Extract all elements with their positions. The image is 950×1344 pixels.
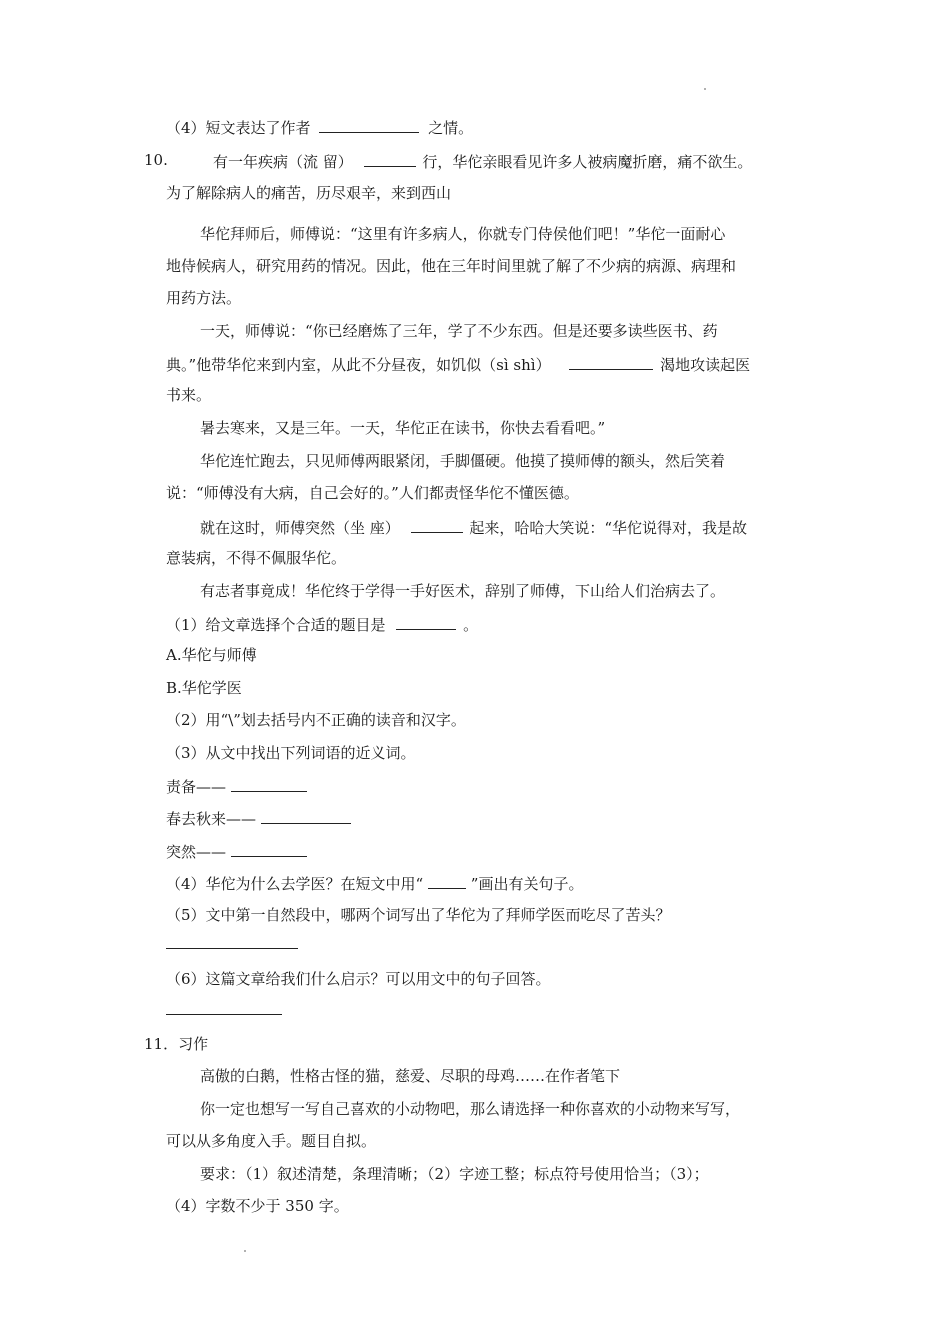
underline-sample bbox=[428, 872, 466, 889]
q10-sub4-text: （4）华佗为什么去学医？在短文中用“ bbox=[166, 875, 424, 893]
answer-line[interactable] bbox=[166, 1014, 282, 1015]
answer-blank[interactable] bbox=[364, 150, 416, 167]
q10-sub4 bbox=[166, 872, 583, 894]
q10-sub4-tail: ”画出有关句子。 bbox=[470, 875, 584, 893]
q10-sub5: （5）文中第一自然段中，哪两个词写出了华佗为了拜师学医而吃尽了苦头？ bbox=[166, 906, 671, 924]
q10-sub1-text: （1）给文章选择个合适的题目是 bbox=[166, 616, 386, 634]
q11-number: 11．习作 bbox=[144, 1035, 209, 1053]
q10-line-14: 有志者事竟成！华佗终于学得一手好医术，辞别了师傅，下山给人们治病去了。 bbox=[200, 582, 726, 600]
q10-line-9: 暑去寒来，又是三年。一天，华佗正在读书，你快去看看吧。” bbox=[200, 419, 606, 437]
answer-blank[interactable] bbox=[261, 807, 351, 824]
q10-line-5: 用药方法。 bbox=[166, 289, 242, 307]
q10-line-1-b: 行，华佗亲眼看见许多人被病魔折磨，痛不欲生。 bbox=[422, 153, 753, 171]
top-dot bbox=[704, 88, 706, 90]
q10-line-10: 华佗连忙跑去，只见师傅两眼紧闭，手脚僵硬。他摸了摸师傅的额头，然后笑着 bbox=[200, 452, 726, 470]
q10-line-7-b: 渴地攻读起医 bbox=[660, 356, 751, 374]
q10-line-7-a: 典。”他带华佗来到内室，从此不分昼夜，如饥似（sì shì） bbox=[166, 356, 551, 374]
q11-line-3: 可以从多角度入手。题目自拟。 bbox=[166, 1132, 377, 1150]
synonym-word-1: 责备—— bbox=[166, 778, 227, 796]
q10-line-13: 意装病，不得不佩服华佗。 bbox=[166, 549, 347, 567]
q11-line-2: 你一定也想写一写自己喜欢的小动物吧，那么请选择一种你喜欢的小动物来写写， bbox=[200, 1100, 741, 1118]
q10-sub6: （6）这篇文章给我们什么启示？可以用文中的句子回答。 bbox=[166, 970, 551, 988]
option-b[interactable]: B.华佗学医 bbox=[166, 679, 242, 697]
q10-line-1 bbox=[213, 150, 752, 172]
q11-requirements: 要求：（1）叙述清楚，条理清晰；（2）字迹工整；标点符号使用恰当；（3）； bbox=[200, 1165, 709, 1183]
q10-line-12-a: 就在这时，师傅突然（坐 座） bbox=[200, 519, 400, 537]
synonym-word-3: 突然—— bbox=[166, 843, 227, 861]
answer-blank[interactable] bbox=[411, 516, 463, 533]
q10-sub2: （2）用“\”划去括号内不正确的读音和汉字。 bbox=[166, 711, 466, 729]
q10-line-1-a: 有一年疾病（流 留） bbox=[213, 153, 353, 171]
answer-blank[interactable] bbox=[396, 613, 456, 630]
q10-sub1 bbox=[166, 613, 478, 635]
q10-line-6: 一天，师傅说：“你已经磨炼了三年，学了不少东西。但是还要多读些医书、药 bbox=[200, 322, 718, 340]
bottom-dot bbox=[244, 1250, 246, 1252]
synonym-row-3 bbox=[166, 840, 307, 862]
q10-line-3: 华佗拜师后，师傅说：“这里有许多病人，你就专门侍侯他们吧！”华佗一面耐心 bbox=[200, 225, 726, 243]
synonym-row-1 bbox=[166, 775, 307, 797]
q11-line-1: 高傲的白鹅，性格古怪的猫，慈爱、尽职的母鸡……在作者笔下 bbox=[200, 1067, 621, 1085]
synonym-word-2: 春去秋来—— bbox=[166, 810, 257, 828]
q10-line-2: 为了解除病人的痛苦，历尽艰辛，来到西山 bbox=[166, 184, 452, 202]
q9-sub4-tail: 之情。 bbox=[428, 119, 474, 137]
synonym-row-2 bbox=[166, 807, 351, 829]
answer-blank[interactable] bbox=[231, 840, 307, 857]
q10-line-12-b: 起来，哈哈大笑说：“华佗说得对，我是故 bbox=[469, 519, 748, 537]
q9-sub4 bbox=[166, 116, 473, 138]
q10-line-8: 书来。 bbox=[166, 386, 212, 404]
q10-line-4: 地侍候病人，研究用药的情况。因此，他在三年时间里就了解了不少病的病源、病理和 bbox=[166, 257, 737, 275]
q10-line-11: 说：“师傅没有大病，自己会好的。”人们都责怪华佗不懂医德。 bbox=[166, 484, 579, 502]
q10-number: 10. bbox=[144, 151, 168, 169]
q10-sub3: （3）从文中找出下列词语的近义词。 bbox=[166, 744, 416, 762]
q11-word-count: （4）字数不少于 350 字。 bbox=[166, 1197, 349, 1215]
answer-blank[interactable] bbox=[319, 116, 419, 133]
q9-sub4-text: （4）短文表达了作者 bbox=[166, 119, 311, 137]
q10-line-12 bbox=[200, 516, 747, 538]
answer-line[interactable] bbox=[166, 948, 298, 949]
q10-sub1-tail: 。 bbox=[463, 616, 479, 634]
q10-line-7 bbox=[166, 353, 750, 375]
answer-blank[interactable] bbox=[569, 353, 653, 370]
option-a[interactable]: A.华佗与师傅 bbox=[166, 646, 257, 664]
answer-blank[interactable] bbox=[231, 775, 307, 792]
